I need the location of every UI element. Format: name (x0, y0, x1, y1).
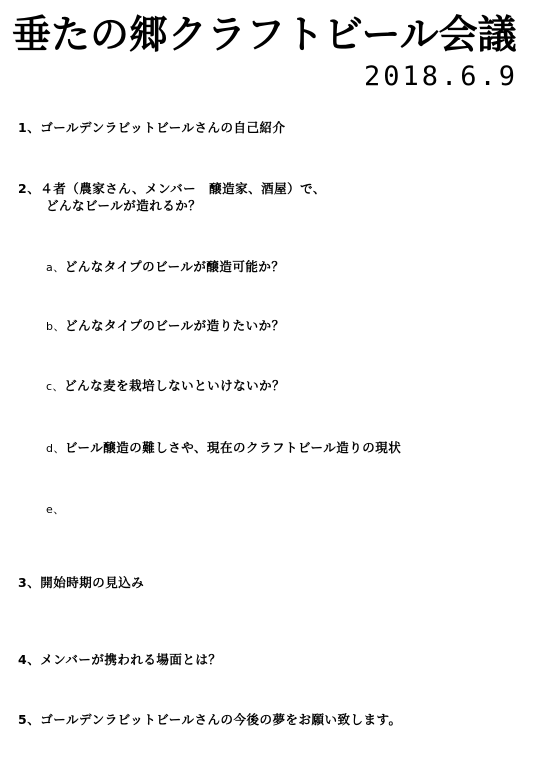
agenda-item-2-line-1: 2、４者（農家さん、メンバー 醸造家、酒屋）で、 (18, 181, 326, 196)
subitem-a-text: どんなタイプのビールが醸造可能か？ (64, 259, 285, 274)
agenda-subitem-c (46, 377, 285, 395)
subitem-c-letter: c、 (46, 380, 65, 393)
agenda-item-2-line-2: どんなビールが造れるか？ (46, 198, 202, 213)
agenda-subitem-b (46, 317, 285, 335)
subitem-c-text: どんな麦を栽培しないといけないか？ (64, 378, 286, 393)
agenda-item-4: 4、メンバーが携われる場面とは？ (18, 652, 222, 667)
subitem-b-text: どんなタイプのビールが造りたいか？ (64, 318, 285, 333)
subitem-a-letter: a、 (46, 261, 65, 274)
subitem-b-letter: b、 (46, 320, 65, 333)
meeting-date: 2018.6.9 (363, 61, 518, 92)
agenda-subitem-e (46, 500, 65, 518)
agenda-subitem-d (46, 439, 401, 457)
document-title: 垂たの郷クラフトビール会議 (12, 13, 517, 58)
agenda-item-2 (18, 180, 326, 214)
agenda-subitem-a (46, 258, 284, 276)
agenda-item-1: 1、ゴールデンラビットビールさんの自己紹介 (18, 120, 286, 135)
subitem-d-letter: d、 (46, 442, 65, 455)
agenda-item-3: 3、開始時期の見込み (18, 575, 145, 590)
subitem-e-letter: e、 (46, 503, 65, 516)
subitem-d-text: ビール醸造の難しさや、現在のクラフトビール造りの現状 (64, 440, 402, 455)
agenda-item-5: 5、ゴールデンラビットビールさんの今後の夢をお願い致します。 (18, 712, 402, 727)
